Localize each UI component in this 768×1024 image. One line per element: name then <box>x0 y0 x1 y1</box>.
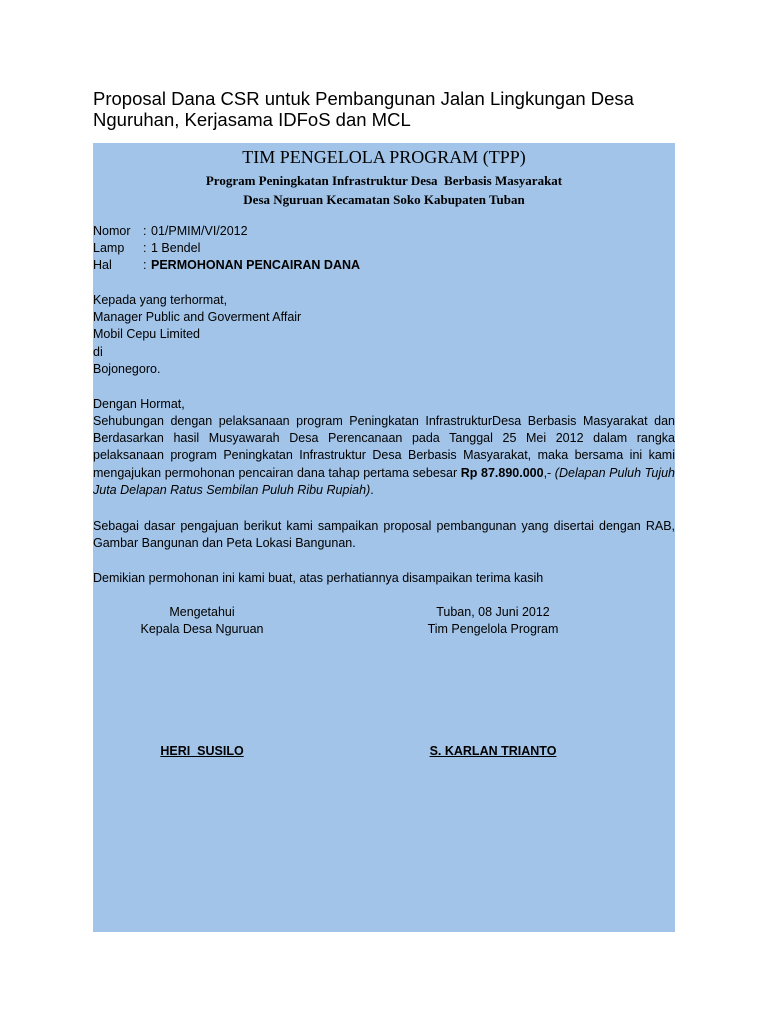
sig-left-title: Kepala Desa Nguruan <box>140 622 264 636</box>
letterhead-program-line: Program Peningkatan Infrastruktur Desa Berbasis Masyarakat <box>205 173 563 188</box>
meta-row-hal <box>93 257 493 274</box>
meta-label-nomor: Nomor <box>93 224 131 238</box>
amount-in-words: (Delapan Puluh Tujuh Juta Delapan Ratus Sembilan Puluh Ribu Rupiah) <box>93 465 676 497</box>
meta-label-hal: Hal <box>93 258 112 273</box>
recipient-line: Kepada yang terhormat, <box>93 293 228 307</box>
letterhead-location-line: Desa Nguruan Kecamatan Soko Kabupaten Tuban <box>243 192 525 207</box>
sig-right-title: Tim Pengelola Program <box>427 622 559 636</box>
meta-row-lamp <box>93 240 493 257</box>
meta-colon: : <box>143 241 147 256</box>
meta-row-nomor <box>93 223 493 240</box>
paragraph-request-text: Sehubungan dengan pelaksanaan program Peningkatan InfrastrukturDesa Berbasis Masyarakat dan Berdasarkan hasil Musyawarah Desa Perencanaan pada Tanggal 25 Mei 2012 dalam rangka pelaksanaan program Peningkatan Infrastruktur Desa Berbasis Masyarakat, maka bersama ini kami mengajukan permohonan pencairan dana tahap pertama sebesar <box>93 414 675 480</box>
salutation: Dengan Hormat, <box>93 397 185 411</box>
recipient-line: Bojonegoro. <box>93 361 161 376</box>
paragraph-request <box>93 413 675 499</box>
paragraph-attachments: Sebagai dasar pengajuan berikut kami sampaikan proposal pembangunan yang disertai dengan RAB, Gambar Bangunan dan Peta Lokasi Bangunan. <box>93 519 675 551</box>
sig-left-name: HERI SUSILO <box>160 744 244 758</box>
sig-right-name: S. KARLAN TRIANTO <box>429 744 557 758</box>
paragraph-request-end: . <box>370 482 374 497</box>
letter-body <box>93 143 675 932</box>
paragraph-closing: Demikian permohonan ini kami buat, atas perhatiannya disampaikan terima kasih <box>93 571 544 585</box>
letter-meta <box>93 223 493 275</box>
recipient-line: Manager Public and Goverment Affair <box>93 310 302 325</box>
meta-colon: : <box>143 224 147 238</box>
meta-value-nomor: 01/PMIM/VI/2012 <box>151 224 248 238</box>
meta-value-hal: PERMOHONAN PENCAIRAN DANA <box>151 258 361 273</box>
amount-dash: ,- <box>543 465 555 480</box>
recipient-block <box>93 292 301 378</box>
sig-left-caption: Mengetahui <box>169 605 235 619</box>
meta-label-lamp: Lamp <box>93 241 125 256</box>
sig-right-date: Tuban, 08 Juni 2012 <box>436 605 550 619</box>
meta-value-lamp: 1 Bendel <box>151 241 201 256</box>
recipient-line: di <box>93 344 103 359</box>
meta-colon: : <box>143 258 147 273</box>
recipient-line: Mobil Cepu Limited <box>93 327 200 342</box>
document-title: Proposal Dana CSR untuk Pembangunan Jalan Lingkungan Desa Nguruhan, Kerjasama IDFoS dan MCL <box>93 88 634 130</box>
letterhead-org-name: TIM PENGELOLA PROGRAM (TPP) <box>242 147 526 167</box>
letterhead-subtitle <box>93 171 675 209</box>
requested-amount: Rp 87.890.000 <box>460 465 544 480</box>
